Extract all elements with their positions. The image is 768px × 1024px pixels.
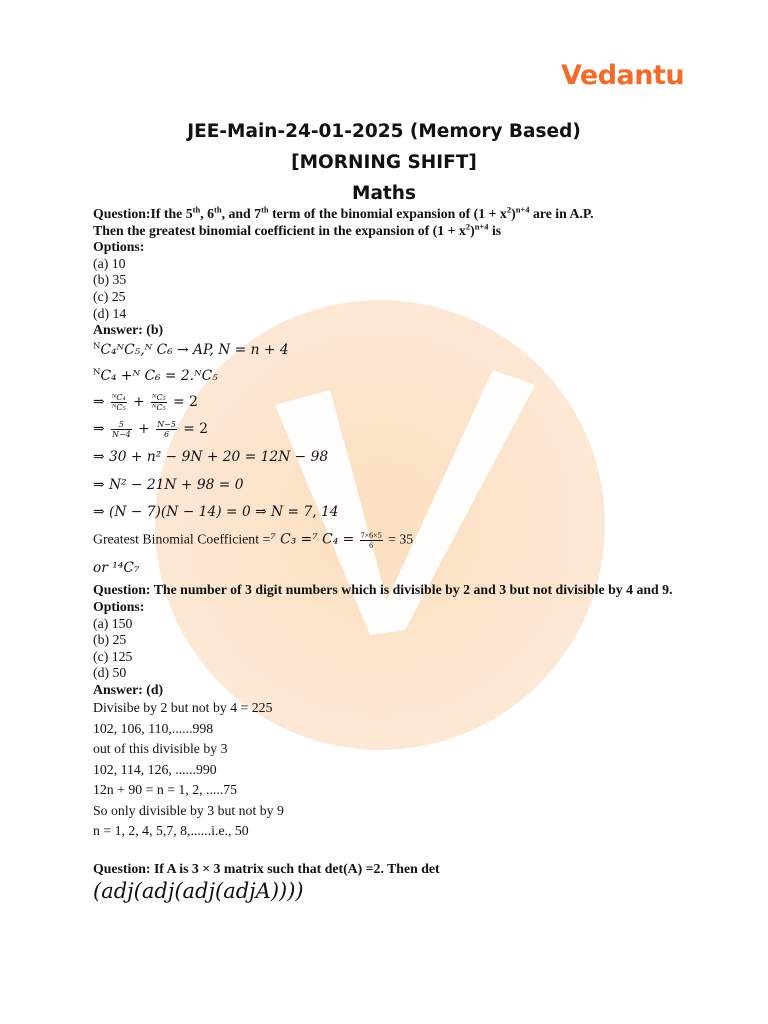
solution-step-3: ⇒ $\frac{\text{ᴺC₄}}{\text{ᴺC₅}}$ + $\frac{\text{ᴺC₅}}{\text{ᴺC₅}}$ = 2 (93, 392, 198, 412)
answer-label: Answer: (b) (93, 322, 164, 338)
document-body (93, 206, 683, 904)
options-label: Options: (93, 239, 145, 255)
question-1-line-1: Question:If the 5th, 6th, and 7th term of the binomial expansion of $(1 + x^2)^{n+4}$ are in A.P. (93, 204, 594, 221)
vedantu-logo: Vedantu (561, 60, 685, 91)
solution-line: Divisibe by 2 but not by 4 = 225 (93, 700, 273, 716)
option-d: (d) 50 (93, 665, 127, 681)
solution-line: 102, 106, 110,......998 (93, 720, 214, 736)
solution-step-1: $^N$C₄ᴺC₅,ᴺ C₆ → AP, N = n + 4 (93, 341, 289, 358)
solution-line: out of this divisible by 3 (93, 741, 228, 757)
document-header (0, 116, 768, 209)
option-d: (d) 14 (93, 305, 127, 321)
option-c: (c) 125 (93, 648, 133, 664)
question-1-line-2: Then the greatest binomial coefficient in the expansion of $(1 + x^2)^{n+4}$ is (93, 221, 502, 238)
alternate-form: or ¹⁴C₇ (93, 559, 140, 576)
shift-label: [MORNING SHIFT] (291, 152, 477, 173)
option-a: (a) 150 (93, 615, 133, 631)
solution-line: 12n + 90 = n = 1, 2, .....75 (93, 782, 238, 798)
solution-line: n = 1, 2, 4, 5,7, 8,......i.e., 50 (93, 822, 249, 838)
solution-step-4: ⇒ $\frac{5}{N-4}$ + $\frac{N-5}{6}$ = 2 (93, 419, 209, 439)
answer-label: Answer: (d) (93, 681, 164, 697)
solution-line: 102, 114, 126, ......990 (93, 761, 217, 777)
solution-step-5: ⇒ 30 + n² − 9N + 20 = 12N − 98 (93, 448, 329, 465)
option-b: (b) 25 (93, 632, 127, 648)
solution-step-7: ⇒ (N − 7)(N − 14) = 0 ⇒ N = 7, 14 (93, 504, 339, 521)
question-1 (93, 206, 683, 576)
solution-step-2: $^N$C₄ +ᴺ C₆ = 2.ᴺC₅ (93, 367, 218, 385)
solution-lines (93, 698, 683, 841)
question-2 (93, 582, 683, 841)
question-2-text: Question: The number of 3 digit numbers which is divisible by 2 and 3 but not divisible by 4 and 9. (93, 582, 673, 598)
option-a: (a) 10 (93, 255, 126, 271)
option-c: (c) 25 (93, 288, 126, 304)
question-3 (93, 861, 683, 904)
question-3-text: Question: If A is 3 × 3 matrix such that det(A) =2. Then det (93, 861, 440, 877)
solution-line: So only divisible by 3 but not by 9 (93, 802, 284, 818)
options-label: Options: (93, 598, 145, 614)
document-title: JEE-Main-24-01-2025 (Memory Based) (187, 121, 581, 142)
question-3-expression: (adj(adj(adj(adjA)))) (93, 878, 304, 903)
greatest-coefficient-line: Greatest Binomial Coefficient =⁷ C₃ =⁷ C₄ = $\frac{7\times 6\times 5}{6}$ = 35 (93, 530, 414, 550)
solution-step-6: ⇒ N² − 21N + 98 = 0 (93, 476, 244, 493)
subject-label: Maths (352, 183, 416, 204)
option-b: (b) 35 (93, 272, 127, 288)
